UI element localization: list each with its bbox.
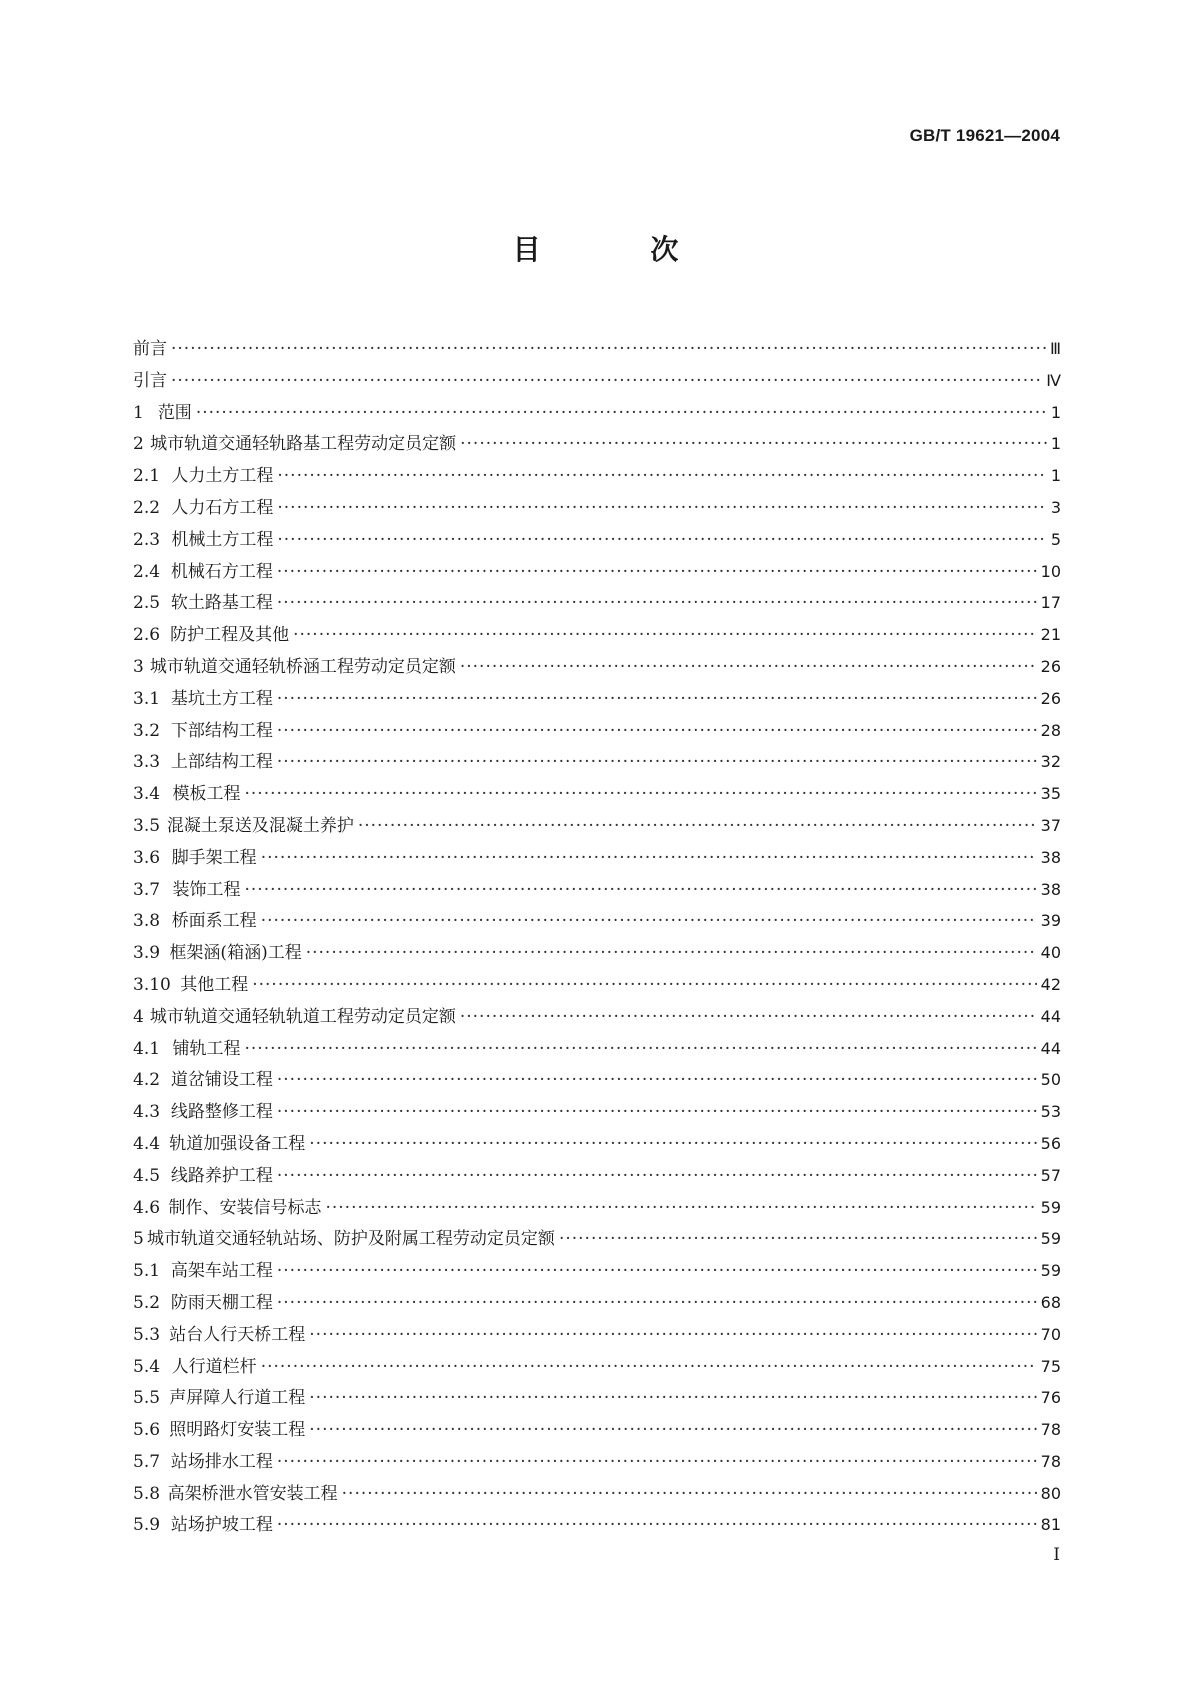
toc-entry-number: 4.1: [133, 1038, 161, 1059]
standard-code: GB/T 19621—2004: [909, 126, 1060, 145]
toc-entry-page: 3: [1050, 497, 1061, 517]
dot-leader: [277, 461, 1046, 493]
toc-entry-page: 5: [1050, 529, 1061, 549]
toc-entry-number: 3.5: [133, 815, 161, 836]
toc-entry[interactable]: [133, 1382, 1061, 1414]
toc-entry-label: 城市轨道交通轻轨桥涵工程劳动定员定额: [149, 656, 456, 677]
dot-leader: [277, 1065, 1037, 1097]
toc-entry-page: 78: [1040, 1451, 1061, 1471]
toc-entry-page: 1: [1050, 402, 1061, 422]
toc-entry[interactable]: [133, 746, 1061, 778]
dot-leader: [460, 429, 1047, 461]
toc-entry[interactable]: [133, 428, 1061, 460]
toc-entry[interactable]: [133, 460, 1061, 492]
toc-entry-page: 81: [1040, 1515, 1061, 1535]
toc-entry-page: 68: [1040, 1292, 1061, 1312]
toc-entry-page: 42: [1040, 974, 1061, 994]
toc-entry-label: 机械土方工程: [171, 529, 274, 550]
toc-entry-page: 53: [1040, 1102, 1061, 1122]
toc-entry[interactable]: [133, 778, 1061, 810]
toc-entry-label: 轨道加强设备工程: [169, 1133, 306, 1154]
toc-entry-label: 人力石方工程: [171, 497, 274, 518]
toc-entry[interactable]: [133, 842, 1061, 874]
toc-entry-label: 框架涵(箱涵)工程: [169, 943, 302, 964]
toc-entry-page: 37: [1040, 815, 1061, 835]
dot-leader: [358, 811, 1037, 843]
toc-entry-number: 2.6: [133, 625, 161, 646]
toc-entry-label: 城市轨道交通轻轨路基工程劳动定员定额: [150, 434, 457, 455]
toc-entry-label: 声屏障人行道工程: [169, 1388, 306, 1409]
toc-entry[interactable]: [133, 587, 1061, 619]
toc-entry-number: 5.2: [133, 1292, 161, 1313]
toc-entry-page: 1: [1050, 434, 1061, 454]
toc-entry-number: 3.1: [133, 688, 161, 709]
toc-entry-page: 26: [1040, 688, 1061, 708]
toc-entry[interactable]: [133, 969, 1061, 1001]
toc-entry-number: 3.6: [133, 847, 161, 868]
dot-leader: [261, 843, 1037, 875]
toc-entry-label: 人力土方工程: [171, 466, 274, 487]
toc-entry-number: 5.1: [133, 1261, 161, 1282]
dot-leader: [306, 938, 1037, 970]
toc-entry[interactable]: [133, 333, 1061, 365]
page-title: 目 次: [512, 233, 729, 266]
toc-entry-number: 3.2: [133, 720, 161, 741]
dot-leader: [309, 1320, 1036, 1352]
dot-leader: [559, 1224, 1037, 1256]
dot-leader: [460, 652, 1037, 684]
dot-leader: [245, 1034, 1037, 1066]
dot-leader: [277, 1510, 1037, 1542]
toc-entry-page: 50: [1040, 1070, 1061, 1090]
dot-leader: [277, 1256, 1037, 1288]
toc-entry[interactable]: [133, 1223, 1061, 1255]
toc-entry[interactable]: [133, 874, 1061, 906]
dot-leader: [261, 906, 1037, 938]
dot-leader: [277, 716, 1037, 748]
toc-entry-page: 44: [1040, 1006, 1061, 1026]
toc-entry-number: 4.6: [133, 1197, 161, 1218]
toc-entry-label: 高架车站工程: [170, 1261, 273, 1282]
toc-entry-number: 5.3: [133, 1324, 161, 1345]
toc-entry[interactable]: [133, 810, 1061, 842]
toc-entry-number: 3.4: [133, 784, 161, 805]
page-number: I: [1053, 1545, 1060, 1565]
toc-entry-label: 制作、安装信号标志: [168, 1197, 322, 1218]
toc-entry-label: 其他工程: [180, 974, 249, 995]
toc-entry-page: 38: [1040, 847, 1061, 867]
toc-entry[interactable]: [133, 651, 1061, 683]
toc-entry-number: 5.8: [133, 1483, 161, 1504]
toc-entry[interactable]: [133, 1160, 1061, 1192]
dot-leader: [309, 1129, 1036, 1161]
toc-entry-label: 引言: [133, 370, 167, 391]
toc-entry-page: 56: [1040, 1133, 1061, 1153]
dot-leader: [293, 620, 1037, 652]
toc-entry-label: 下部结构工程: [170, 720, 273, 741]
toc-entry-number: 2.2: [133, 497, 161, 518]
toc-entry-page: Ⅲ: [1049, 339, 1061, 358]
toc-entry-label: 铺轨工程: [172, 1038, 241, 1059]
dot-leader: [171, 334, 1046, 366]
toc-entry-page: 76: [1040, 1388, 1061, 1408]
toc-entry[interactable]: [133, 619, 1061, 651]
dot-leader: [252, 970, 1036, 1002]
toc-entry-number: 1: [133, 402, 144, 423]
toc-entry-label: 桥面系工程: [171, 911, 257, 932]
toc-entry-label: 装饰工程: [172, 879, 241, 900]
toc-entry[interactable]: [133, 1128, 1061, 1160]
dot-leader: [309, 1383, 1036, 1415]
toc-entry-page: 35: [1040, 784, 1061, 804]
toc-entry-page: 75: [1040, 1356, 1061, 1376]
toc-entry-label: 道岔铺设工程: [170, 1070, 273, 1091]
dot-leader: [277, 1447, 1037, 1479]
toc-entry[interactable]: [133, 1096, 1061, 1128]
toc-entry-page: 32: [1040, 752, 1061, 772]
toc-entry-number: 2: [133, 434, 144, 455]
toc-entry-label: 上部结构工程: [170, 752, 273, 773]
toc-entry-label: 站场排水工程: [170, 1451, 273, 1472]
toc-entry-number: 3.3: [133, 752, 161, 773]
toc-entry[interactable]: [133, 492, 1061, 524]
toc-entry-label: 人行道栏杆: [171, 1356, 257, 1377]
toc-entry-number: 2.1: [133, 466, 161, 487]
toc-entry-number: 4.3: [133, 1102, 161, 1123]
toc-entry-page: 21: [1040, 625, 1061, 645]
toc-entry-page: 59: [1040, 1261, 1061, 1281]
toc-entry-number: 5.4: [133, 1356, 161, 1377]
toc-entry-number: 3: [133, 656, 144, 677]
dot-leader: [342, 1479, 1037, 1511]
toc-entry[interactable]: [133, 1192, 1061, 1224]
toc-entry-number: 3.10: [133, 974, 171, 995]
toc-entry-number: 4.5: [133, 1165, 161, 1186]
toc-entry[interactable]: [133, 683, 1061, 715]
dot-leader: [460, 1002, 1037, 1034]
toc-entry-label: 前言: [133, 339, 167, 359]
toc-entry-label: 高架桥泄水管安装工程: [167, 1483, 338, 1504]
toc-entry-page: 28: [1040, 720, 1061, 740]
toc-entry-page: 40: [1040, 943, 1061, 963]
toc-entry-label: 城市轨道交通轻轨轨道工程劳动定员定额: [149, 1006, 456, 1027]
table-of-contents: [133, 333, 1061, 1541]
dot-leader: [309, 1415, 1036, 1447]
dot-leader: [277, 1097, 1037, 1129]
toc-entry-label: 站场护坡工程: [170, 1515, 273, 1536]
toc-entry[interactable]: [133, 397, 1061, 429]
toc-entry-page: 26: [1040, 656, 1061, 676]
dot-leader: [277, 493, 1046, 525]
toc-entry-page: 80: [1040, 1483, 1061, 1503]
toc-entry-label: 线路养护工程: [170, 1165, 273, 1186]
toc-entry-page: 59: [1040, 1229, 1061, 1249]
toc-entry-number: 5.6: [133, 1420, 161, 1441]
toc-entry-number: 4: [133, 1006, 144, 1027]
dot-leader: [277, 684, 1037, 716]
toc-entry-label: 软土路基工程: [170, 593, 273, 614]
dot-leader: [277, 525, 1046, 557]
toc-entry-label: 范围: [157, 402, 192, 423]
toc-entry[interactable]: [133, 1287, 1061, 1319]
toc-entry[interactable]: [133, 556, 1061, 588]
toc-entry-number: 3.9: [133, 943, 161, 964]
dot-leader: [196, 398, 1047, 430]
toc-entry-number: 3.8: [133, 911, 161, 932]
toc-entry[interactable]: [133, 1319, 1061, 1351]
toc-entry-number: 5.7: [133, 1451, 161, 1472]
toc-entry-label: 混凝土泵送及混凝土养护: [166, 815, 354, 836]
toc-entry[interactable]: [133, 365, 1061, 397]
toc-entry-number: 5.9: [133, 1515, 161, 1536]
toc-entry-page: 59: [1040, 1197, 1061, 1217]
toc-entry-label: 模板工程: [172, 784, 241, 805]
toc-entry-page: 70: [1040, 1324, 1061, 1344]
toc-entry[interactable]: [133, 1414, 1061, 1446]
toc-entry[interactable]: [133, 1001, 1061, 1033]
toc-entry[interactable]: [133, 524, 1061, 556]
toc-entry-label: 基坑土方工程: [170, 688, 273, 709]
toc-entry-page: Ⅳ: [1046, 370, 1061, 390]
toc-entry-number: 3.7: [133, 879, 161, 900]
toc-entry-label: 站台人行天桥工程: [169, 1324, 306, 1345]
toc-entry-page: 57: [1040, 1165, 1061, 1185]
toc-entry-page: 44: [1040, 1038, 1061, 1058]
toc-entry[interactable]: [133, 1033, 1061, 1065]
toc-entry[interactable]: [133, 1255, 1061, 1287]
toc-entry-page: 78: [1040, 1420, 1061, 1440]
toc-entry-label: 机械石方工程: [170, 561, 273, 582]
toc-entry-page: 39: [1040, 911, 1061, 931]
toc-entry-label: 线路整修工程: [170, 1102, 273, 1123]
toc-entry-page: 17: [1040, 593, 1061, 613]
toc-entry-label: 脚手架工程: [171, 847, 257, 868]
dot-leader: [277, 747, 1037, 779]
toc-entry[interactable]: [133, 905, 1061, 937]
dot-leader: [277, 1288, 1037, 1320]
toc-entry-number: 5.5: [133, 1388, 161, 1409]
toc-entry-number: 4.2: [133, 1070, 161, 1091]
toc-entry-number: 2.4: [133, 561, 161, 582]
toc-entry[interactable]: [133, 937, 1061, 969]
dot-leader: [171, 366, 1042, 398]
toc-entry-label: 防雨天棚工程: [170, 1292, 273, 1313]
toc-entry-number: 2.5: [133, 593, 161, 614]
toc-entry[interactable]: [133, 715, 1061, 747]
toc-entry-label: 防护工程及其他: [170, 625, 290, 646]
dot-leader: [245, 875, 1037, 907]
toc-entry-number: 2.3: [133, 529, 161, 550]
toc-entry-page: 38: [1040, 879, 1061, 899]
dot-leader: [277, 588, 1037, 620]
dot-leader: [277, 1161, 1037, 1193]
dot-leader: [277, 557, 1037, 589]
toc-entry-number: 5: [133, 1229, 144, 1250]
dot-leader: [261, 1352, 1037, 1384]
toc-entry[interactable]: [133, 1064, 1061, 1096]
toc-entry[interactable]: [133, 1478, 1061, 1510]
toc-entry-label: 照明路灯安装工程: [169, 1420, 306, 1441]
toc-entry-label: 城市轨道交通轻轨站场、防护及附属工程劳动定员定额: [146, 1229, 555, 1250]
toc-entry-page: 1: [1050, 466, 1061, 486]
toc-entry-page: 10: [1040, 561, 1061, 581]
dot-leader: [245, 779, 1037, 811]
toc-entry[interactable]: [133, 1509, 1061, 1541]
toc-entry-number: 4.4: [133, 1133, 161, 1154]
toc-entry[interactable]: [133, 1446, 1061, 1478]
dot-leader: [325, 1193, 1036, 1225]
toc-entry[interactable]: [133, 1351, 1061, 1383]
